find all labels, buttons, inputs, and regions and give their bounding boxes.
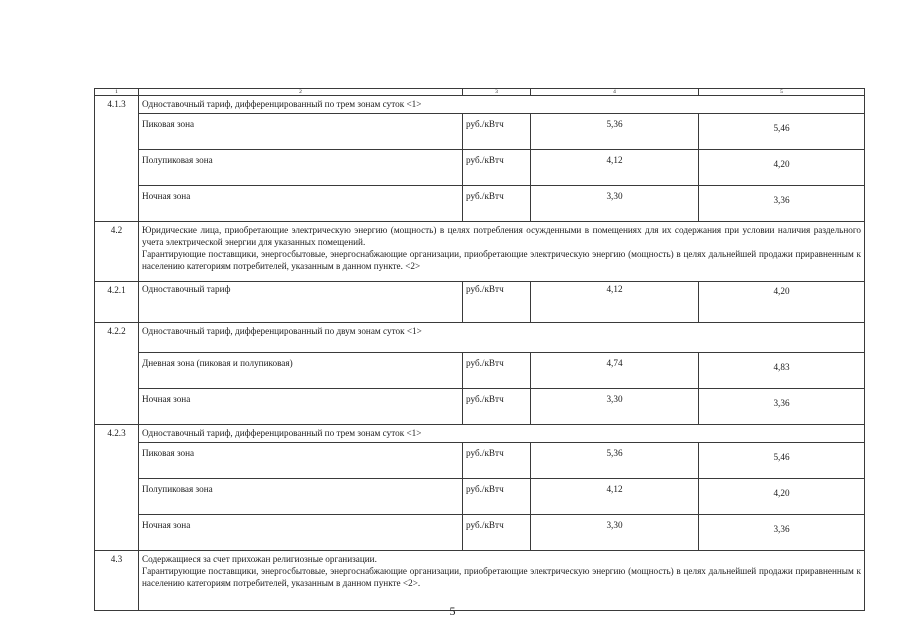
table-row [95,389,865,425]
unit-cell: руб./кВтч [463,150,531,186]
tariff-name: Одноставочный тариф [139,282,463,323]
table-row [95,443,865,479]
column-number-1: 1 [95,89,139,96]
value-col5: 4,20 [699,282,865,323]
value-col4: 5,36 [531,443,699,479]
unit-cell: руб./кВтч [463,389,531,425]
zone-name: Полупиковая зона [139,150,463,186]
zone-name: Ночная зона [139,515,463,551]
value-col5: 4,83 [699,353,865,389]
zone-name: Дневная зона (пиковая и полупиковая) [139,353,463,389]
column-number-3: 3 [463,89,531,96]
value-col4: 3,30 [531,389,699,425]
page-number: 5 [449,604,456,618]
item-code: 4.2 [95,222,139,282]
item-code: 4.1.3 [95,96,139,222]
item-code: 4.2.3 [95,425,139,551]
value-col5: 4,20 [699,150,865,186]
item-code: 4.2.2 [95,323,139,425]
unit-cell: руб./кВтч [463,443,531,479]
table-row [95,282,865,323]
tariff-table [94,88,865,611]
item-code: 4.2.1 [95,282,139,323]
section-title: Одноставочный тариф, дифференцированный по трем зонам суток <1> [139,425,865,443]
description-paragraph: Гарантирующие поставщики, энергосбытовые, энергоснабжающие организации, приобретающие электрическую энергию (мощность) в целях дальнейшей продажи приравненным к населению категориям потребителей, указанным в данном пункте <2>. [142,566,861,588]
unit-cell: руб./кВтч [463,479,531,515]
value-col4: 4,12 [531,479,699,515]
value-col5: 3,36 [699,186,865,222]
table-row [95,425,865,443]
column-number-row [95,89,865,96]
table-row [95,150,865,186]
unit-cell: руб./кВтч [463,353,531,389]
column-number-4: 4 [531,89,699,96]
zone-name: Полупиковая зона [139,479,463,515]
value-col5: 3,36 [699,389,865,425]
table-row [95,114,865,150]
zone-name: Ночная зона [139,389,463,425]
column-number-2: 2 [139,89,463,96]
value-col4: 4,74 [531,353,699,389]
value-col4: 3,30 [531,515,699,551]
zone-name: Пиковая зона [139,443,463,479]
section-title: Одноставочный тариф, дифференцированный по трем зонам суток <1> [139,96,865,114]
table-row [95,186,865,222]
table-row [95,551,865,611]
table-row [95,479,865,515]
section-description [139,551,865,611]
description-paragraph: Юридические лица, приобретающие электрическую энергию (мощность) в целях потребления осужденными в помещениях для их содержания при условии наличия раздельного учета электрической энергии для указанных помещений. [142,225,861,247]
column-number-5: 5 [699,89,865,96]
unit-cell: руб./кВтч [463,186,531,222]
zone-name: Пиковая зона [139,114,463,150]
value-col5: 5,46 [699,443,865,479]
value-col5: 4,20 [699,479,865,515]
table-row [95,96,865,114]
table-row [95,222,865,282]
section-title: Одноставочный тариф, дифференцированный по двум зонам суток <1> [139,323,865,353]
value-col5: 3,36 [699,515,865,551]
description-paragraph: Гарантирующие поставщики, энергосбытовые, энергоснабжающие организации, приобретающие электрическую энергию (мощность) в целях дальнейшей продажи приравненным к населению категориям потребителей, указанным в данном пункте. <2> [142,249,861,271]
table-row [95,323,865,353]
value-col5: 5,46 [699,114,865,150]
value-col4: 4,12 [531,282,699,323]
zone-name: Ночная зона [139,186,463,222]
unit-cell: руб./кВтч [463,515,531,551]
value-col4: 5,36 [531,114,699,150]
value-col4: 3,30 [531,186,699,222]
section-description [139,222,865,282]
item-code: 4.3 [95,551,139,611]
unit-cell: руб./кВтч [463,282,531,323]
table-row [95,353,865,389]
description-paragraph: Содержащиеся за счет прихожан религиозные организации. [142,554,377,564]
unit-cell: руб./кВтч [463,114,531,150]
table-row [95,515,865,551]
value-col4: 4,12 [531,150,699,186]
